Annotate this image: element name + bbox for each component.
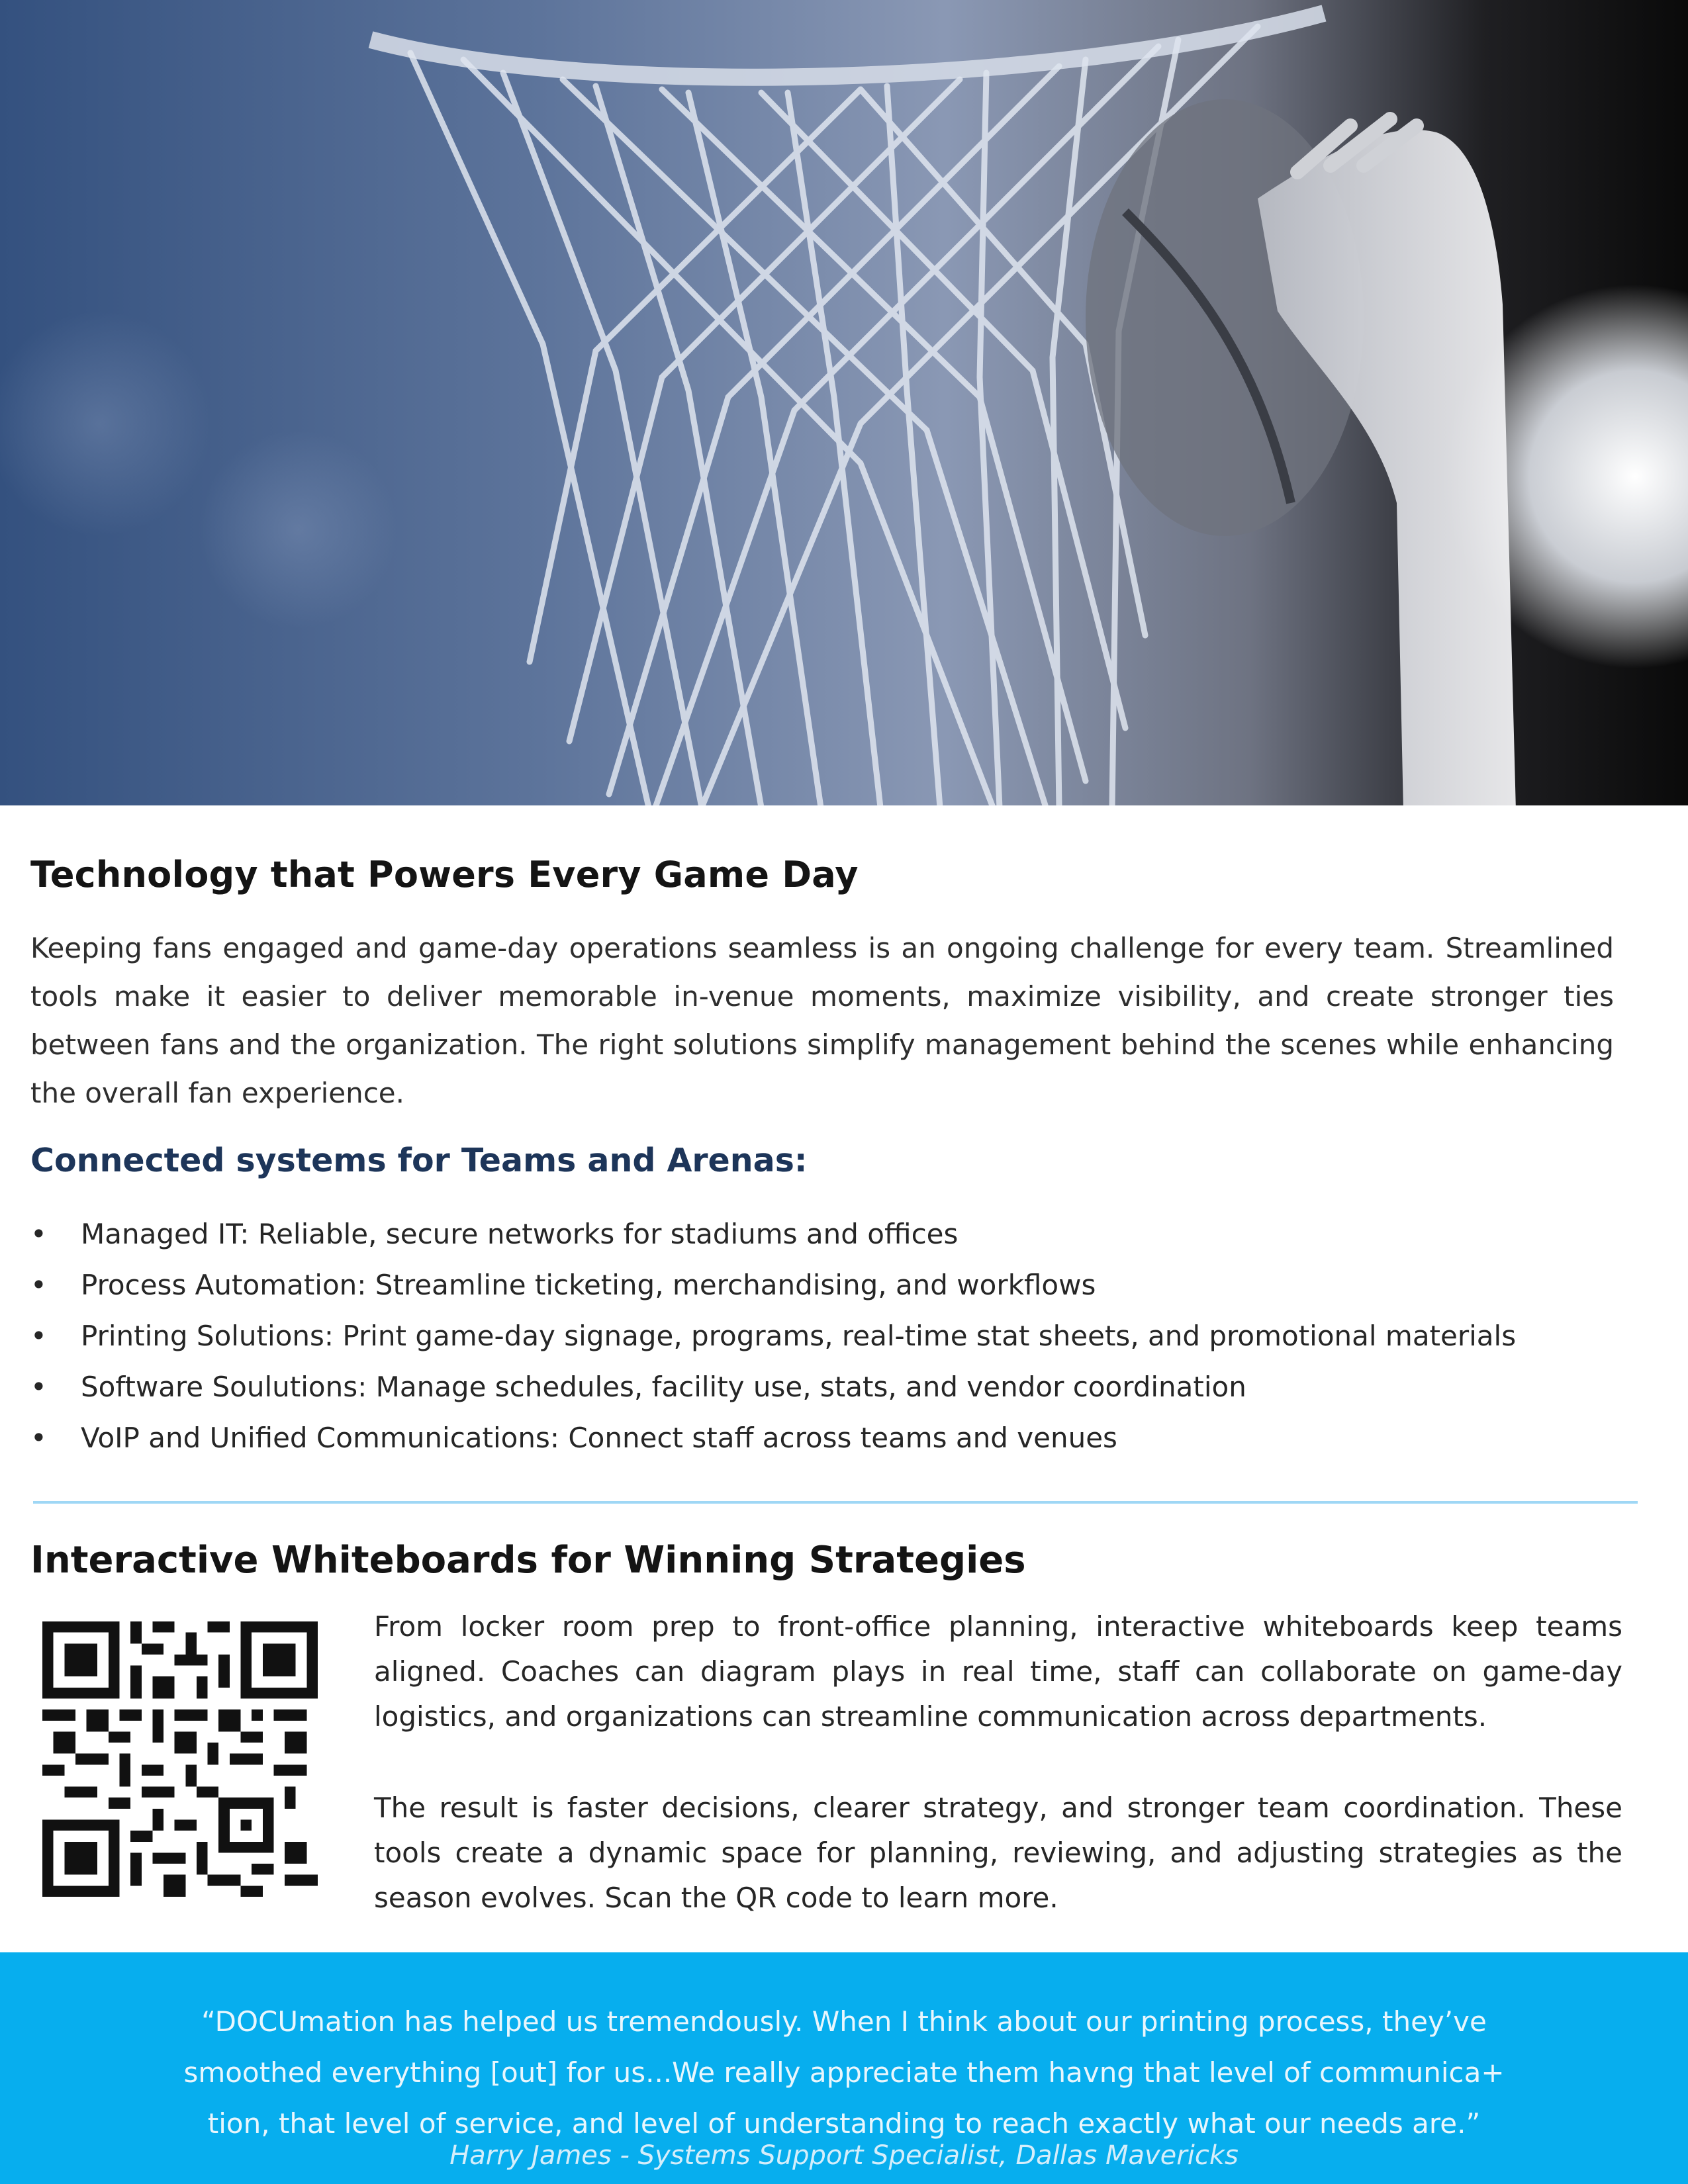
list-item — [30, 1412, 1516, 1463]
qr-code-graphic — [42, 1621, 318, 1897]
bullet-icon: • — [30, 1269, 47, 1301]
quote-line: smoothed everything [out] for us...We really appreciate them havng that level of communica+ — [183, 2056, 1505, 2089]
systems-list — [30, 1208, 1516, 1463]
bullet-icon: • — [30, 1371, 47, 1403]
list-item — [30, 1259, 1516, 1310]
intro-paragraph: Keeping fans engaged and game-day operations seamless is an ongoing challenge for every team. Streamlined tools make it easier to deliver memorable in-venue moments, maximize visibility, and create stronger ties between fans and the organization. The right solutions simplify management behind the scenes while enhancing the overall fan experience. — [30, 932, 1614, 1109]
list-item-text: Process Automation: Streamline ticketing, merchandising, and workflows — [81, 1269, 1096, 1301]
list-item — [30, 1361, 1516, 1412]
whiteboards-paragraph-1: From locker room prep to front-office planning, interactive whiteboards keep teams aligned. Coaches can diagram plays in real time, staff can collaborate on game-day logistics, and organizations can streamline communication across departments. — [374, 1610, 1622, 1733]
quote-line: tion, that level of service, and level of understanding to reach exactly what our needs are.” — [207, 2107, 1481, 2140]
qr-code-icon[interactable] — [42, 1621, 318, 1897]
whiteboards-paragraph-2: The result is faster decisions, clearer strategy, and stronger team coordination. These tools create a dynamic space for planning, reviewing, and adjusting strategies as the season evolves. Scan the QR code to learn more. — [374, 1792, 1622, 1914]
bullet-icon: • — [30, 1218, 47, 1250]
list-item-text: Managed IT: Reliable, secure networks for stadiums and offices — [81, 1218, 959, 1250]
section-divider — [33, 1501, 1638, 1504]
list-item — [30, 1208, 1516, 1259]
list-item-text: Software Soulutions: Manage schedules, facility use, stats, and vendor coordination — [81, 1371, 1246, 1403]
testimonial-attribution: Harry James - Systems Support Specialist, Dallas Mavericks — [449, 2140, 1239, 2171]
quote-line: “DOCUmation has helped us tremendously. When I think about our printing process, they’ve — [201, 2005, 1487, 2038]
section-heading-connected-systems: Connected systems for Teams and Arenas: — [30, 1142, 808, 1179]
section-heading-whiteboards: Interactive Whiteboards for Winning Strategies — [30, 1539, 1026, 1582]
bullet-icon: • — [30, 1320, 47, 1352]
hero-image — [0, 0, 1688, 811]
list-item-text: Printing Solutions: Print game-day signage, programs, real-time stat sheets, and promotional materials — [81, 1320, 1517, 1352]
testimonial-quote — [132, 1996, 1556, 2149]
list-item-text: VoIP and Unified Communications: Connect staff across teams and venues — [81, 1422, 1117, 1454]
section-heading-technology: Technology that Powers Every Game Day — [30, 854, 859, 895]
bullet-icon: • — [30, 1422, 47, 1454]
basketball-hoop-illustration — [0, 0, 1688, 811]
list-item — [30, 1310, 1516, 1361]
